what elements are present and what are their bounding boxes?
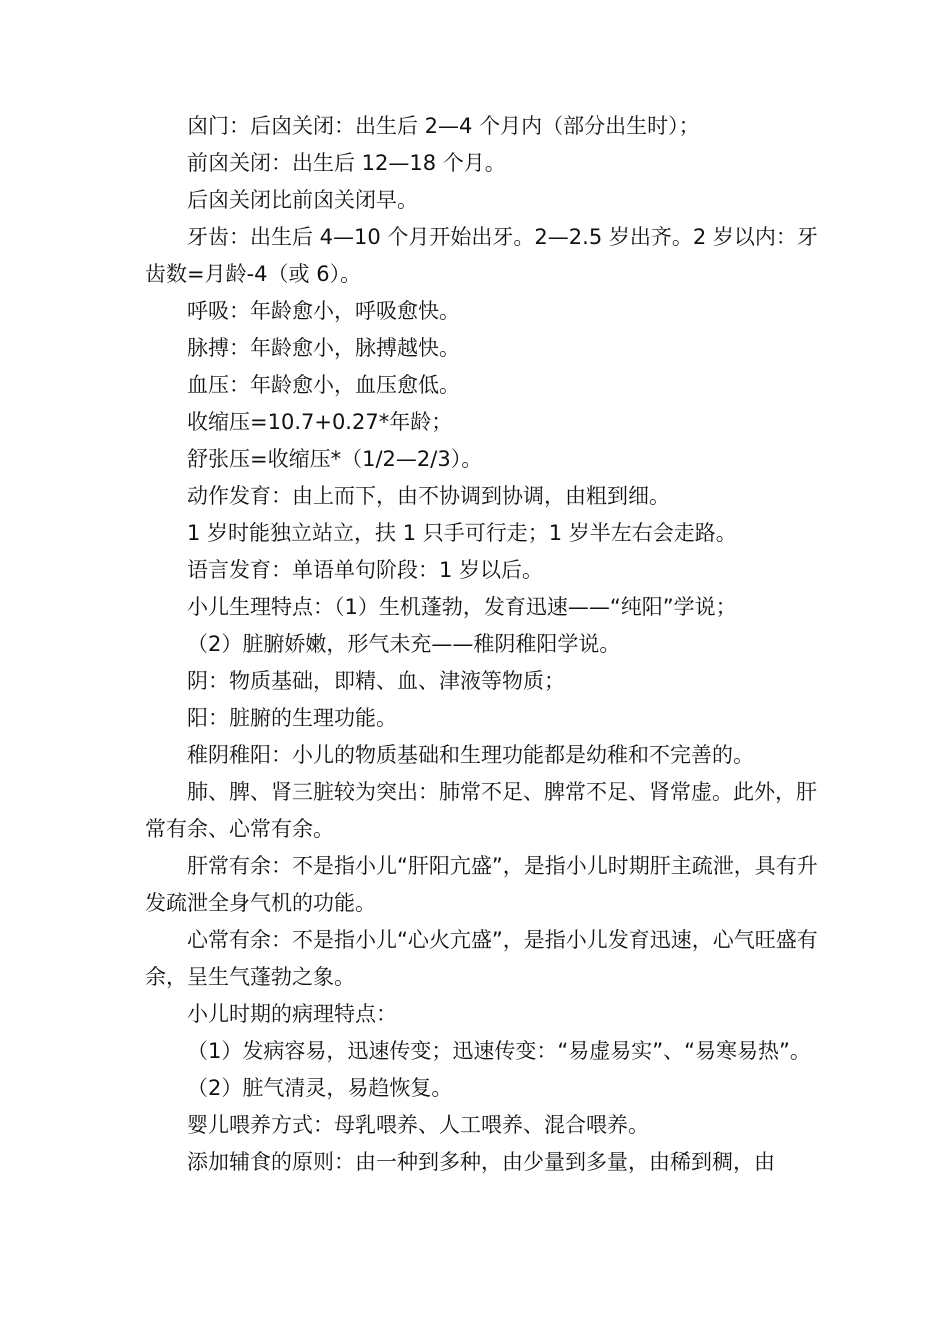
paragraph-immature-yin-yang: 稚阴稚阳：小儿的物质基础和生理功能都是幼稚和不完善的。	[187, 743, 754, 767]
paragraph-physiology-1: 小儿生理特点：（1）生机蓬勃，发育迅速——“纯阳”学说；	[187, 595, 737, 619]
paragraph-heart-excess: 心常有余：不是指小儿“心火亢盛”，是指小儿发育迅速，心气旺盛有余，呈生气蓬勃之象。	[145, 928, 818, 989]
paragraph-complementary-food: 添加辅食的原则：由一种到多种，由少量到多量，由稀到稠，由	[187, 1150, 775, 1174]
paragraph-pathology-1: （1）发病容易，迅速传变；迅速传变：“易虚易实”、“易寒易热”。	[187, 1039, 811, 1063]
document-body	[145, 108, 835, 1181]
paragraph-yang: 阳：脏腑的生理功能。	[187, 706, 397, 730]
paragraph-three-organs: 肺、脾、肾三脏较为突出：肺常不足、脾常不足、肾常虚。此外，肝常有余、心常有余。	[145, 780, 817, 841]
paragraph-anterior-fontanelle: 前囟关闭：出生后 12—18 个月。	[187, 151, 506, 175]
paragraph-fontanelle: 囟门：后囟关闭：出生后 2—4 个月内（部分出生时）；	[187, 114, 700, 138]
paragraph-walking: 1 岁时能独立站立，扶 1 只手可行走；1 岁半左右会走路。	[187, 521, 737, 545]
paragraph-blood-pressure: 血压：年龄愈小，血压愈低。	[187, 373, 460, 397]
paragraph-pathology-heading: 小儿时期的病理特点：	[187, 1002, 397, 1026]
paragraph-physiology-2: （2）脏腑娇嫩，形气未充——稚阴稚阳学说。	[187, 632, 621, 656]
paragraph-systolic: 收缩压=10.7+0.27*年龄；	[187, 410, 453, 434]
paragraph-feeding-methods: 婴儿喂养方式：母乳喂养、人工喂养、混合喂养。	[187, 1113, 649, 1137]
paragraph-yin: 阴：物质基础，即精、血、津液等物质；	[187, 669, 565, 693]
paragraph-language: 语言发育：单语单句阶段：1 岁以后。	[187, 558, 544, 582]
paragraph-fontanelle-compare: 后囟关闭比前囟关闭早。	[187, 188, 418, 212]
paragraph-respiration: 呼吸：年龄愈小，呼吸愈快。	[187, 299, 460, 323]
paragraph-pulse: 脉搏：年龄愈小，脉搏越快。	[187, 336, 460, 360]
paragraph-motor-development: 动作发育：由上而下，由不协调到协调，由粗到细。	[187, 484, 670, 508]
paragraph-pathology-2: （2）脏气清灵，易趋恢复。	[187, 1076, 453, 1100]
paragraph-teeth: 牙齿：出生后 4—10 个月开始出牙。2—2.5 岁出齐。2 岁以内：牙齿数=月龄-4（或 6）。	[145, 225, 818, 286]
paragraph-liver-excess: 肝常有余：不是指小儿“肝阳亢盛”，是指小儿时期肝主疏泄，具有升发疏泄全身气机的功能。	[145, 854, 818, 915]
paragraph-diastolic: 舒张压=收缩压*（1/2—2/3）。	[187, 447, 483, 471]
